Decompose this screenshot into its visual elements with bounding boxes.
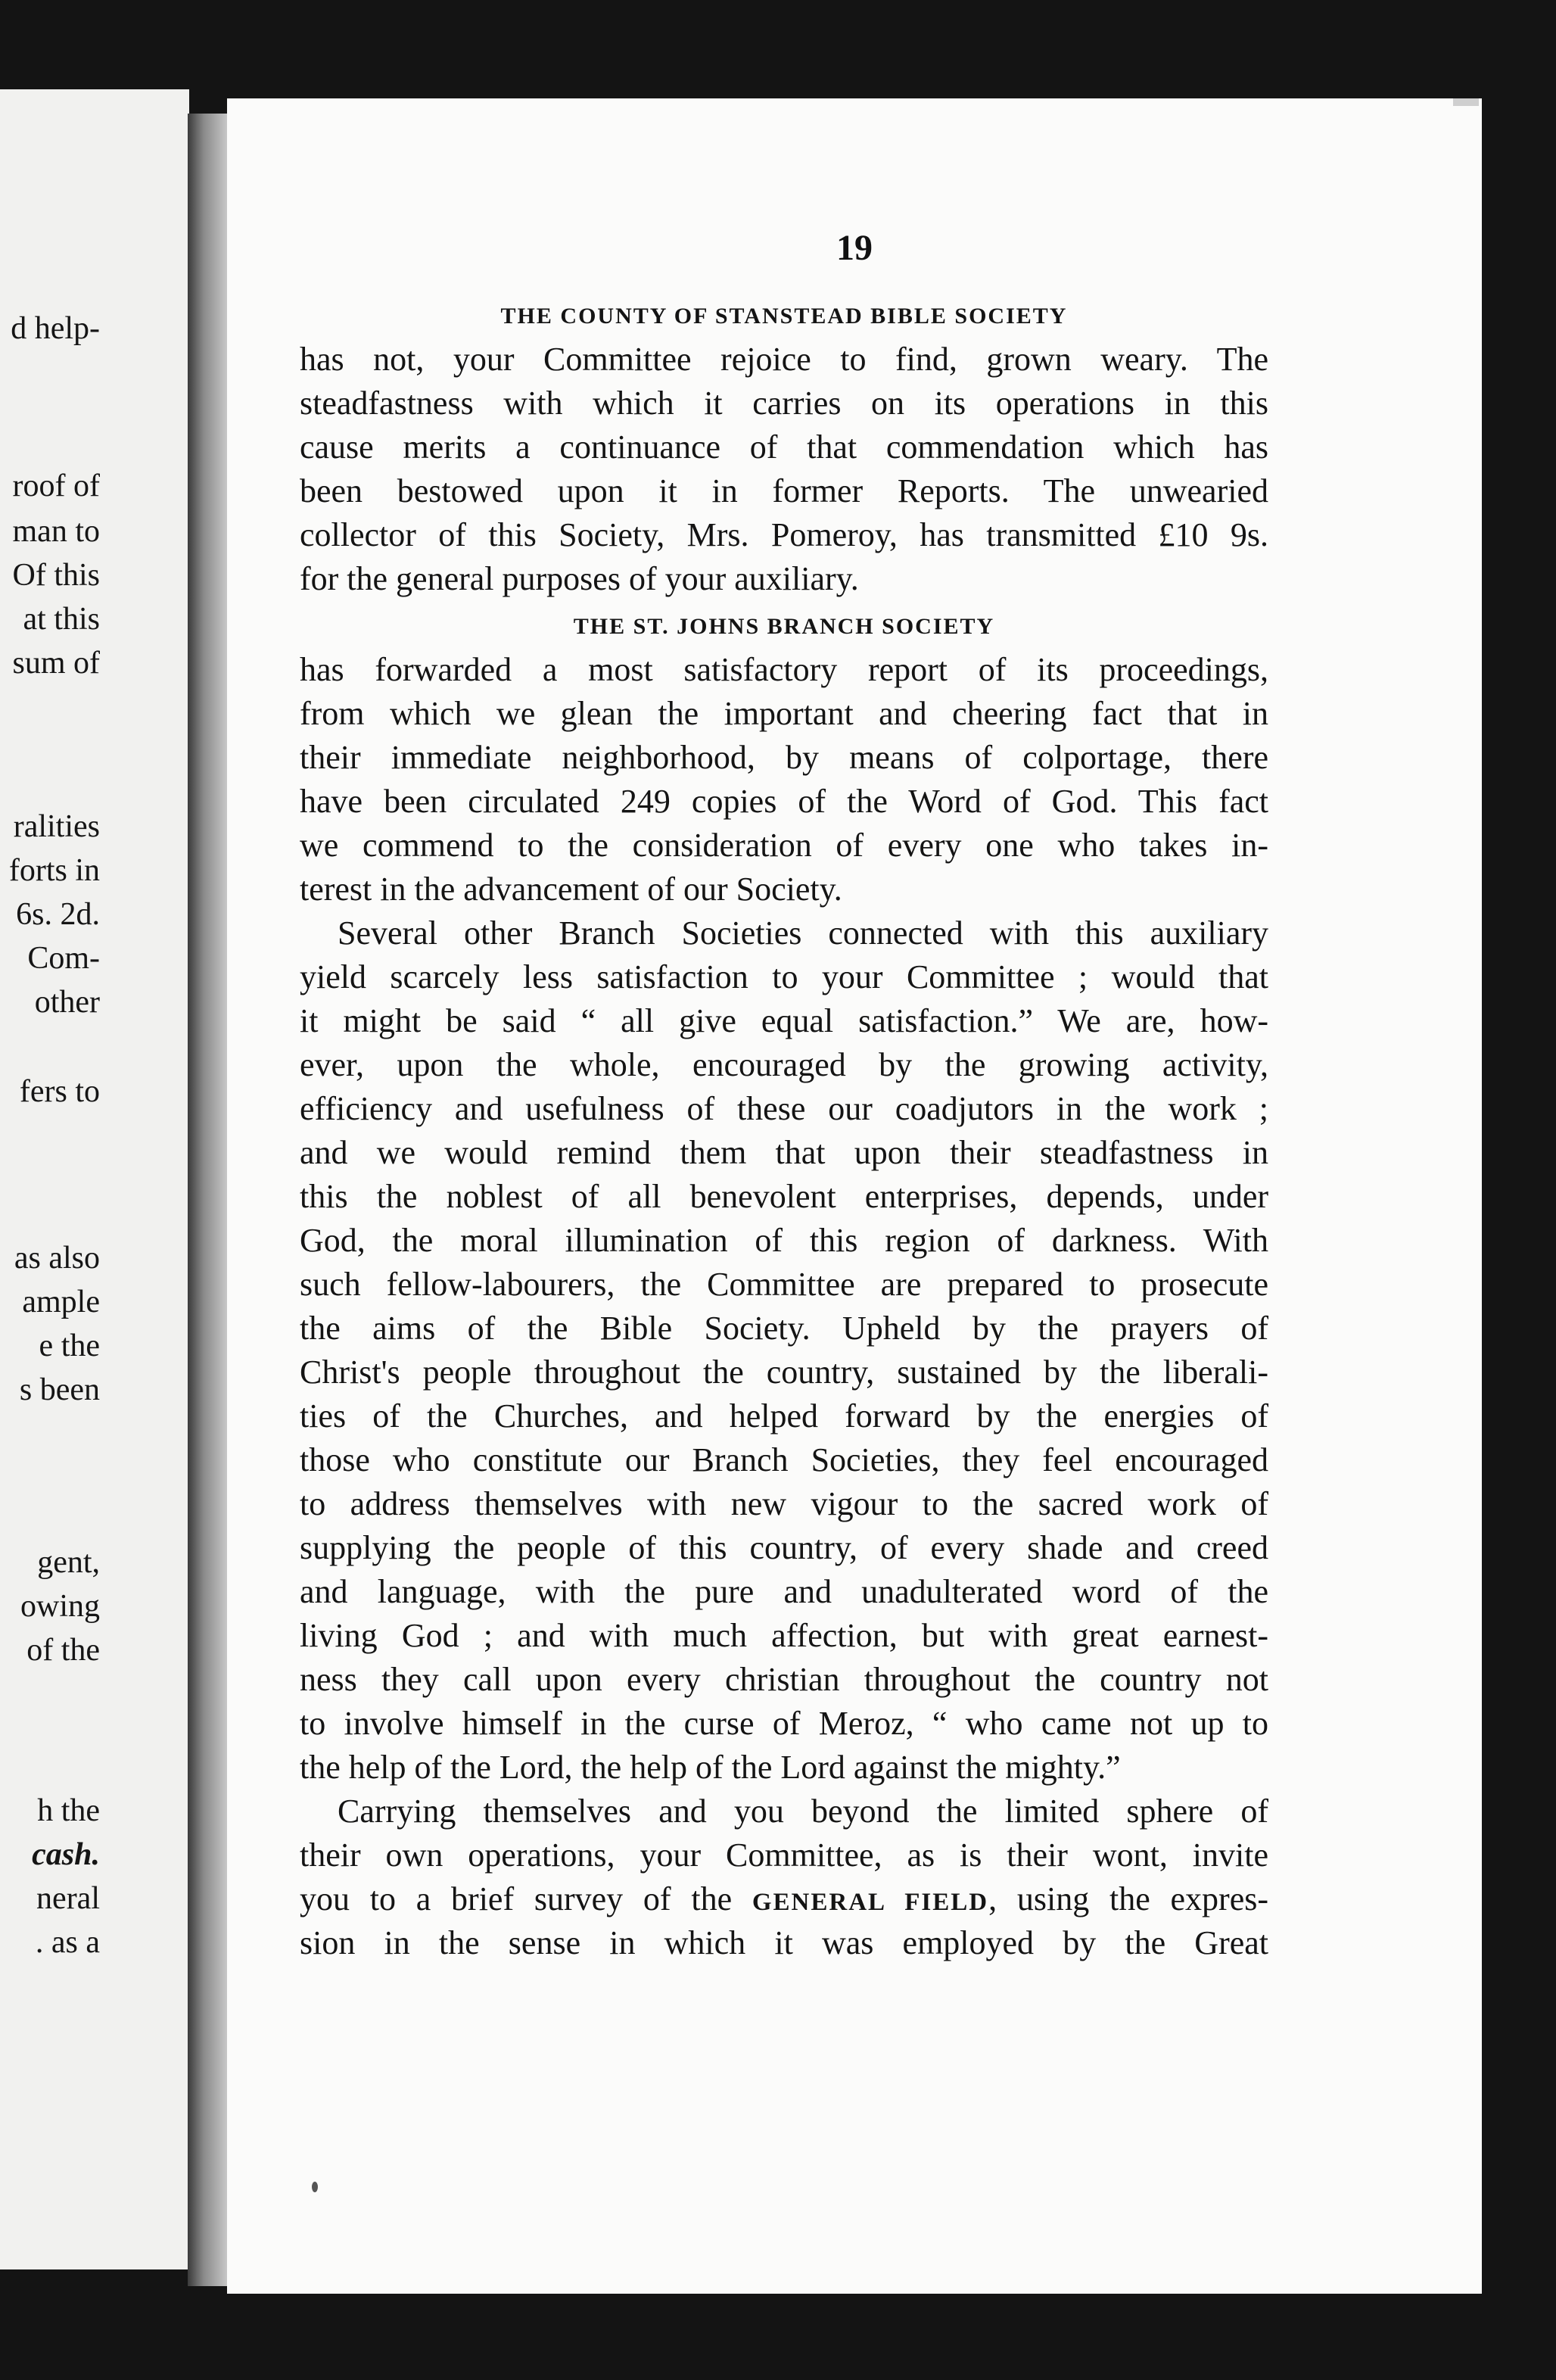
text-line: we commend to the consideration of every one who takes in-	[300, 827, 1268, 864]
page-number: 19	[836, 228, 873, 268]
left-fragment: ralities	[13, 809, 100, 844]
text-line: has forwarded a most satisfactory report of its proceedings,	[300, 651, 1268, 688]
text-line: supplying the people of this country, of every shade and creed	[300, 1529, 1268, 1566]
section-heading-stanstead: THE COUNTY OF STANSTEAD BIBLE SOCIETY	[500, 304, 1068, 329]
left-fragment: owing	[20, 1589, 100, 1624]
text-line: has not, your Committee rejoice to find, grown weary. The	[300, 341, 1268, 378]
text-line: God, the moral illumination of this region of darkness. With	[300, 1222, 1268, 1259]
text-line	[300, 1877, 1268, 1921]
text-line: have been circulated 249 copies of the Word of God. This fact	[300, 783, 1268, 820]
left-fragment: e the	[39, 1329, 100, 1363]
text-run: you to a brief survey of the	[300, 1880, 752, 1917]
text-line: been bestowed upon it in former Reports. The unwearied	[300, 472, 1268, 509]
left-fragment: h the	[37, 1793, 100, 1828]
small-caps-term: GENERAL FIELD	[752, 1889, 989, 1916]
text-line: and language, with the pure and unadulterated word of the	[300, 1573, 1268, 1610]
left-page	[0, 89, 189, 2269]
text-line: this the noblest of all benevolent enterprises, depends, under	[300, 1178, 1268, 1215]
text-line: the help of the Lord, the help of the Lord against the mighty.”	[300, 1749, 1121, 1786]
text-run: , using the expres-	[988, 1880, 1269, 1917]
left-fragment: sum of	[12, 646, 100, 681]
text-line: cause merits a continuance of that commendation which has	[300, 428, 1268, 466]
text-line: to address themselves with new vigour to the sacred work of	[300, 1485, 1268, 1522]
paper-speck	[312, 2182, 318, 2192]
text-line: Carrying themselves and you beyond the limited sphere of	[338, 1793, 1268, 1830]
left-fragment: man to	[12, 514, 100, 549]
text-line: and we would remind them that upon their steadfastness in	[300, 1134, 1268, 1171]
text-line: Christ's people throughout the country, sustained by the liberali-	[300, 1354, 1268, 1391]
page-body	[300, 295, 1268, 1965]
left-fragment: at this	[23, 602, 100, 637]
left-fragment: cash.	[32, 1837, 100, 1872]
text-line: for the general purposes of your auxiliary.	[300, 560, 859, 597]
left-fragment: d help-	[11, 311, 100, 346]
text-line: collector of this Society, Mrs. Pomeroy, has transmitted £10 9s.	[300, 516, 1268, 553]
text-line: ness they call upon every christian throughout the country not	[300, 1661, 1268, 1698]
left-fragment: Of this	[12, 558, 100, 593]
text-line: steadfastness with which it carries on its operations in this	[300, 385, 1268, 422]
left-fragment: ample	[22, 1285, 100, 1319]
left-fragment: fers to	[19, 1074, 100, 1109]
book-gutter-shadow	[188, 114, 233, 2286]
text-line: living God ; and with much affection, but with great earnest-	[300, 1617, 1268, 1654]
text-line: efficiency and usefulness of these our coadjutors in the work ;	[300, 1090, 1268, 1127]
left-fragment: as also	[14, 1241, 100, 1276]
left-fragment: 6s. 2d.	[16, 897, 100, 932]
text-line: yield scarcely less satisfaction to your Committee ; would that	[300, 958, 1268, 995]
left-fragment: of the	[26, 1633, 100, 1668]
left-fragment: roof of	[12, 469, 100, 503]
text-line: to involve himself in the curse of Meroz, “ who came not up to	[300, 1705, 1268, 1742]
left-fragment: s been	[19, 1372, 100, 1407]
text-line: terest in the advancement of our Society.	[300, 871, 842, 908]
text-line: such fellow-labourers, the Committee are prepared to prosecute	[300, 1266, 1268, 1303]
left-fragment: forts in	[8, 853, 100, 888]
text-line: those who constitute our Branch Societies, they feel encouraged	[300, 1441, 1268, 1478]
text-line: from which we glean the important and cheering fact that in	[300, 695, 1268, 732]
text-line: their own operations, your Committee, as is their wont, invite	[300, 1836, 1268, 1874]
left-fragment: other	[34, 985, 100, 1020]
text-line: Several other Branch Societies connected with this auxiliary	[338, 914, 1268, 952]
left-fragment: gent,	[37, 1545, 100, 1580]
page-corner-fold	[1453, 98, 1479, 106]
text-line: ties of the Churches, and helped forward by the energies of	[300, 1397, 1268, 1435]
text-line: sion in the sense in which it was employed by the Great	[300, 1924, 1268, 1961]
text-line: ever, upon the whole, encouraged by the growing activity,	[300, 1046, 1268, 1083]
left-fragment: . as a	[35, 1925, 100, 1960]
left-fragment: Com-	[27, 941, 100, 976]
right-page	[227, 98, 1482, 2294]
section-heading-st-johns: THE ST. JOHNS BRANCH SOCIETY	[573, 614, 995, 639]
left-fragment: neral	[36, 1881, 100, 1916]
text-line: their immediate neighborhood, by means of colportage, there	[300, 739, 1268, 776]
text-line: it might be said “ all give equal satisfaction.” We are, how-	[300, 1002, 1268, 1039]
text-line: the aims of the Bible Society. Upheld by the prayers of	[300, 1310, 1268, 1347]
